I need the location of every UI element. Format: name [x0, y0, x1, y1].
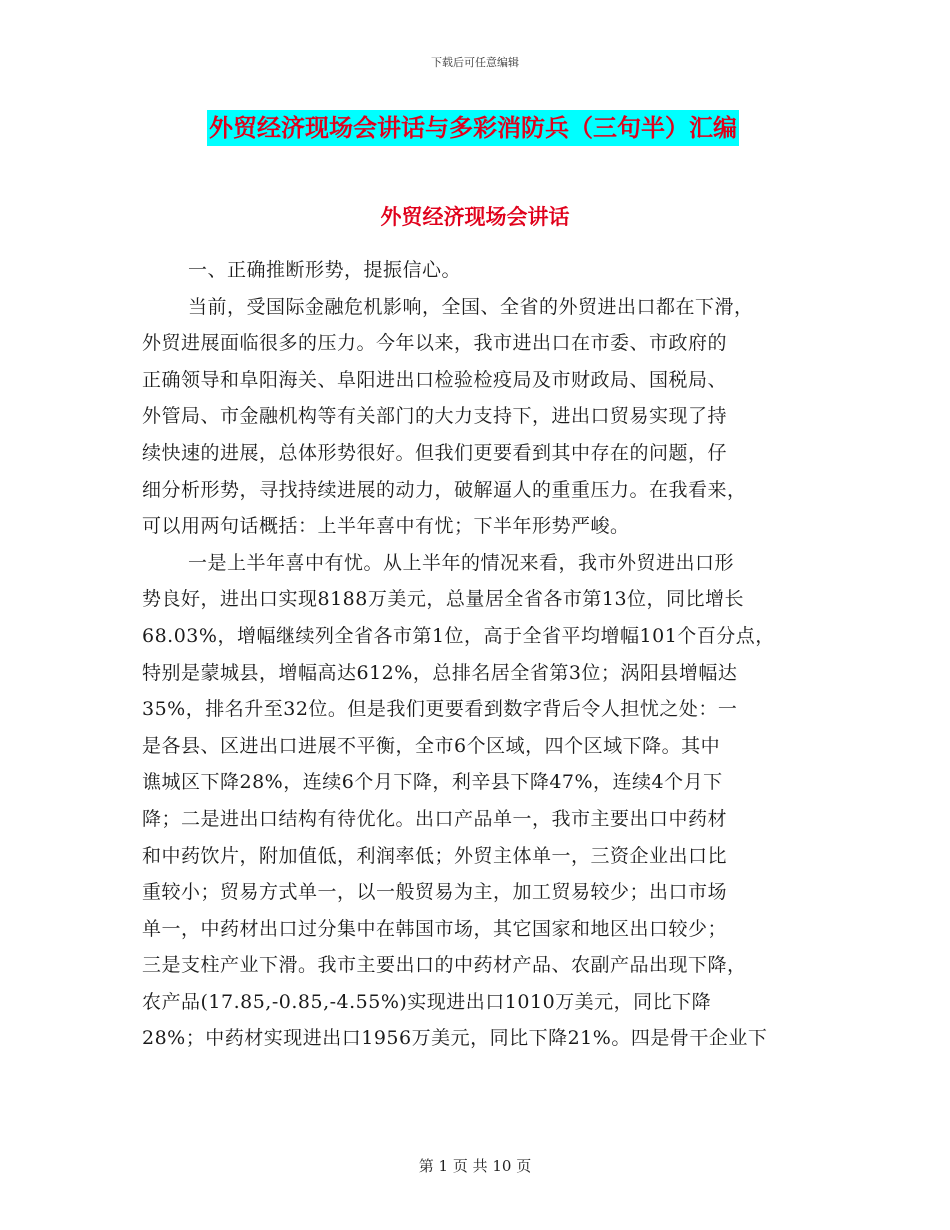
- paragraph-line: 是各县、区进出口进展不平衡，全市6个区域，四个区域下降。其中: [142, 734, 721, 757]
- paragraph-line: 三是支柱产业下滑。我市主要出口的中药材产品、农副产品出现下降，: [142, 954, 747, 977]
- page-number: 第 1 页 共 10 页: [418, 1157, 532, 1175]
- paragraph-line: 35%，排名升至32位。但是我们更要看到数字背后令人担忧之处：一: [142, 698, 738, 721]
- paragraph-line: 28%；中药材实现进出口1956万美元，同比下降21%。四是骨干企业下: [142, 1027, 768, 1050]
- paragraph-line: 一、正确推断形势，提振信心。: [188, 259, 462, 281]
- paragraph-line: 外管局、市金融机构等有关部门的大力支持下，进出口贸易实现了持: [142, 405, 728, 428]
- header-note: 下载后可任意编辑: [431, 56, 519, 69]
- paragraph-line: 68.03%，增幅继续列全省各市第1位，高于全省平均增幅101个百分点，: [142, 624, 775, 647]
- paragraph-line: 重较小；贸易方式单一，以一般贸易为主，加工贸易较少；出口市场: [142, 881, 728, 904]
- paragraph-line: 特别是蒙城县，增幅高达612%，总排名居全省第3位；涡阳县增幅达: [142, 661, 738, 684]
- paragraph-line: 外贸进展面临很多的压力。今年以来，我市进出口在市委、市政府的: [142, 332, 728, 355]
- paragraph-line: 单一，中药材出口过分集中在韩国市场，其它国家和地区出口较少；: [142, 917, 728, 940]
- body-text: [142, 252, 842, 1057]
- paragraph-line: 农产品(17.85,-0.85,-4.55%)实现进出口1010万美元，同比下降: [142, 990, 712, 1013]
- paragraph-line: 可以用两句话概括：上半年喜中有忧；下半年形势严峻。: [142, 515, 630, 538]
- paragraph-line: 和中药饮片，附加值低，利润率低；外贸主体单一，三资企业出口比: [142, 844, 728, 867]
- paragraph-line: 一是上半年喜中有忧。从上半年的情况来看，我市外贸进出口形: [188, 551, 735, 574]
- paragraph-line: 当前，受国际金融危机影响，全国、全省的外贸进出口都在下滑，: [188, 295, 754, 318]
- paragraph-line: 正确领导和阜阳海关、阜阳进出口检验检疫局及市财政局、国税局、: [142, 368, 728, 391]
- document-title: 外贸经济现场会讲话与多彩消防兵（三句半）汇编: [207, 110, 739, 146]
- paragraph-line: 降；二是进出口结构有待优化。出口产品单一，我市主要出口中药材: [142, 807, 728, 830]
- section-title: 外贸经济现场会讲话: [380, 205, 570, 229]
- paragraph-line: 续快速的进展，总体形势很好。但我们更要看到其中存在的问题，仔: [142, 441, 728, 464]
- paragraph-line: 细分析形势，寻找持续进展的动力，破解逼人的重重压力。在我看来，: [142, 478, 747, 501]
- paragraph-line: 谯城区下降28%，连续6个月下降，利辛县下降47%，连续4个月下: [142, 771, 723, 794]
- paragraph-line: 势良好，进出口实现8188万美元，总量居全省各市第13位，同比增长: [142, 588, 745, 611]
